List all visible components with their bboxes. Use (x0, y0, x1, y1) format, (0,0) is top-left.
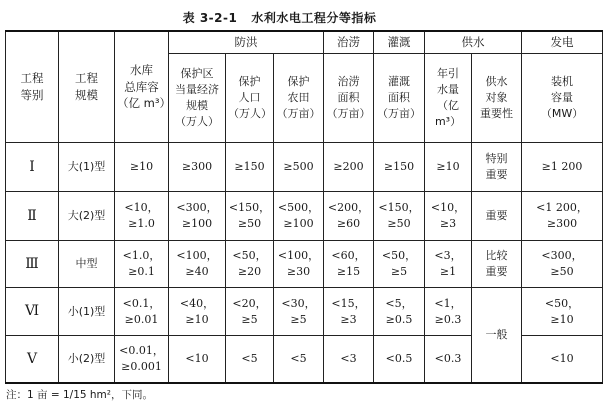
cell-line: （万亩） (377, 106, 422, 120)
cell-line: ≥10 (436, 160, 460, 174)
cell-line: （万亩） (326, 106, 371, 120)
table-row (6, 192, 603, 241)
cell-line: <50， (232, 249, 267, 263)
capacity-cell (522, 192, 603, 241)
capacity-cell (522, 143, 603, 192)
cell-line: ≥50 (550, 265, 574, 278)
cell-line: 面积 (337, 91, 360, 105)
cell-line: 容量 (551, 91, 574, 105)
cell-line: <0.1， (122, 296, 161, 310)
cell-line: <150， (228, 201, 271, 215)
cell-line: ≥40 (185, 265, 209, 278)
importance-cell (472, 241, 522, 288)
cell-line: ≥100 (181, 217, 213, 230)
cell-line: 水库 (130, 62, 153, 77)
cell-line: ≥0.5 (385, 312, 413, 326)
cell-line: <3， (434, 249, 462, 263)
cell-line: 规模 (75, 88, 98, 102)
header-waterlogging-area (324, 54, 374, 143)
storage-cell (115, 192, 169, 241)
cell-line: 当量经济 (175, 83, 219, 97)
cell-line: ≥30 (286, 265, 311, 278)
grade-cell: Ⅲ (6, 241, 59, 288)
cell-line: ≥20 (237, 265, 262, 278)
cell-line: ≥300 (546, 217, 578, 230)
header-irrigation: 灌溉 (374, 31, 425, 54)
cell-line: <1 200， (536, 201, 588, 215)
cell-line: <5 (241, 352, 258, 366)
cell-line: <5 (290, 352, 307, 366)
table-row (6, 143, 603, 192)
irrigation-cell (374, 143, 425, 192)
cell-line: 灌溉 (388, 75, 411, 89)
table-footnote: 注：1 亩 = 1/15 hm²，下同。 (6, 389, 153, 401)
city-cell (169, 143, 226, 192)
cell-line: 比较 (485, 249, 508, 263)
cell-line: <50， (381, 249, 417, 263)
table-row (6, 241, 603, 288)
cell-line: 一般 (485, 328, 508, 342)
header-protected-population (226, 54, 274, 143)
cell-line: 面积 (388, 91, 411, 105)
cell-line: 保护 (287, 75, 310, 89)
cell-line: （万人） (175, 114, 219, 128)
header-power: 发电 (522, 31, 603, 54)
cell-line: ≥1 200 (541, 160, 583, 174)
cell-line: ≥100 (283, 217, 314, 230)
scale-cell: 小(1)型 (59, 288, 115, 336)
cell-line: 规模 (186, 99, 208, 112)
cell-line: <5， (385, 296, 413, 310)
farmland-cell (274, 336, 324, 384)
population-cell (226, 336, 274, 384)
importance-cell (472, 288, 522, 384)
grade-cell: Ⅴ (6, 336, 59, 384)
cell-line: <3 (340, 352, 357, 366)
cell-line: ≥0.01 (124, 312, 159, 326)
cell-line: <200， (327, 201, 370, 215)
cell-line: <10 (550, 352, 574, 366)
cell-line: ≥60 (336, 217, 361, 230)
cell-line: 水量 (437, 83, 460, 97)
cell-line: ≥300 (181, 160, 213, 174)
storage-cell (115, 288, 169, 336)
header-installed-capacity (522, 54, 603, 143)
diversion-cell (425, 336, 472, 384)
cell-line: （万人） (228, 106, 272, 120)
cell-line: 工程 (75, 71, 98, 86)
header-storage (115, 31, 169, 143)
header-water-supply: 供水 (425, 31, 522, 54)
cell-line: ≥10 (550, 312, 574, 326)
cell-line: ≥5 (241, 312, 258, 326)
header-scale (59, 31, 115, 143)
cell-line: 重要性 (480, 106, 514, 120)
cell-line: （万亩） (276, 106, 321, 120)
cell-line: ≥50 (387, 217, 411, 230)
header-protected-city (169, 54, 226, 143)
population-cell (226, 143, 274, 192)
cell-line: <10， (430, 201, 466, 215)
cell-line: ≥500 (283, 160, 314, 174)
cell-line: <60， (331, 249, 366, 263)
cell-line: <500， (277, 201, 320, 215)
header-grade (6, 31, 59, 143)
cell-line: <1.0， (122, 249, 161, 263)
cell-line: ≥5 (390, 265, 408, 278)
cell-line: ≥150 (383, 160, 415, 174)
irrigation-cell (374, 192, 425, 241)
cell-line: 保护 (238, 75, 261, 89)
cell-line: <300， (541, 249, 583, 263)
cell-line: 农田 (287, 91, 310, 105)
cell-line: <0.3 (434, 352, 462, 366)
cell-line: <10 (185, 352, 209, 366)
cell-line: ≥1.0 (128, 217, 155, 230)
cell-line: 等别 (20, 88, 44, 102)
irrigation-cell (374, 336, 425, 384)
cell-line: ≥10 (129, 160, 154, 174)
cell-line: <50， (544, 296, 580, 310)
cell-line: <300， (176, 201, 218, 215)
city-cell (169, 192, 226, 241)
cell-line: （亿 m³） (117, 96, 171, 111)
cell-line: <0.5 (385, 352, 413, 366)
cell-line: 重要 (485, 265, 508, 278)
city-cell (169, 288, 226, 336)
cell-line: <20， (232, 296, 267, 310)
cell-line: 装机 (551, 75, 574, 89)
farmland-cell (274, 192, 324, 241)
scale-cell: 中型 (59, 241, 115, 288)
cell-line: <15， (331, 296, 366, 310)
city-cell (169, 241, 226, 288)
diversion-cell (425, 288, 472, 336)
diversion-cell (425, 192, 472, 241)
cell-line: <40， (179, 296, 215, 310)
irrigation-cell (374, 288, 425, 336)
cell-line: 总库容 (124, 79, 159, 94)
importance-cell (472, 192, 522, 241)
grade-cell: Ⅱ (6, 192, 59, 241)
cell-line: ≥1 (439, 265, 457, 278)
cell-line: ≥200 (333, 160, 364, 174)
cell-line: 供水 (485, 75, 508, 89)
population-cell (226, 192, 274, 241)
scale-cell: 大(1)型 (59, 143, 115, 192)
cell-line: ≥0.1 (128, 265, 155, 278)
storage-cell (115, 241, 169, 288)
cell-line: ≥0.3 (434, 312, 462, 326)
cell-line: ≥5 (290, 312, 307, 326)
capacity-cell (522, 336, 603, 384)
capacity-cell (522, 241, 603, 288)
grade-cell: Ⅵ (6, 288, 59, 336)
cell-line: 重要 (485, 209, 508, 223)
storage-cell (115, 143, 169, 192)
waterlogging-cell (324, 143, 374, 192)
capacity-cell (522, 288, 603, 336)
cell-line: ≥0.001 (121, 360, 162, 373)
cell-line: （MW） (540, 106, 584, 120)
cell-line: <0.01， (119, 344, 164, 358)
cell-line: 保护区 (180, 67, 214, 81)
cell-line: 重要 (485, 168, 508, 181)
cell-line: 治涝 (337, 75, 360, 89)
cell-line: （亿 m³） (434, 99, 462, 128)
waterlogging-cell (324, 288, 374, 336)
waterlogging-cell (324, 192, 374, 241)
header-irrigation-area (374, 54, 425, 143)
header-annual-diversion (425, 54, 472, 143)
waterlogging-cell (324, 336, 374, 384)
storage-cell (115, 336, 169, 384)
cell-line: 年引 (437, 67, 460, 81)
diversion-cell (425, 241, 472, 288)
scale-cell: 大(2)型 (59, 192, 115, 241)
cell-line: <10， (124, 201, 159, 215)
cell-line: 对象 (485, 91, 508, 105)
cell-line: ≥15 (336, 265, 361, 278)
header-flood-control: 防洪 (169, 31, 324, 54)
farmland-cell (274, 288, 324, 336)
scale-cell: 小(2)型 (59, 336, 115, 384)
engineering-grade-table (5, 30, 603, 384)
cell-line: 人口 (238, 91, 261, 105)
grade-cell: Ⅰ (6, 143, 59, 192)
cell-line: 特别 (485, 152, 508, 166)
table-caption (0, 9, 559, 26)
waterlogging-cell (324, 241, 374, 288)
population-cell (226, 288, 274, 336)
header-supply-importance (472, 54, 522, 143)
cell-line: <100， (277, 249, 320, 263)
farmland-cell (274, 143, 324, 192)
population-cell (226, 241, 274, 288)
irrigation-cell (374, 241, 425, 288)
cell-line: ≥10 (185, 312, 209, 326)
header-protected-farmland (274, 54, 324, 143)
farmland-cell (274, 241, 324, 288)
cell-line: ≥3 (439, 217, 457, 230)
cell-line: 工程 (20, 71, 44, 86)
cell-line: <30， (281, 296, 316, 310)
city-cell (169, 336, 226, 384)
header-waterlogging: 治涝 (324, 31, 374, 54)
cell-line: <100， (176, 249, 218, 263)
cell-line: <1， (434, 296, 462, 310)
caption-number: 表 3-2-1 (182, 11, 238, 25)
diversion-cell (425, 143, 472, 192)
caption-title: 水利水电工程分等指标 (251, 11, 377, 25)
cell-line: ≥50 (237, 217, 262, 230)
importance-cell (472, 143, 522, 192)
cell-line: <150， (378, 201, 420, 215)
cell-line: ≥150 (234, 160, 265, 174)
table-row (6, 288, 603, 336)
cell-line: ≥3 (340, 312, 357, 326)
